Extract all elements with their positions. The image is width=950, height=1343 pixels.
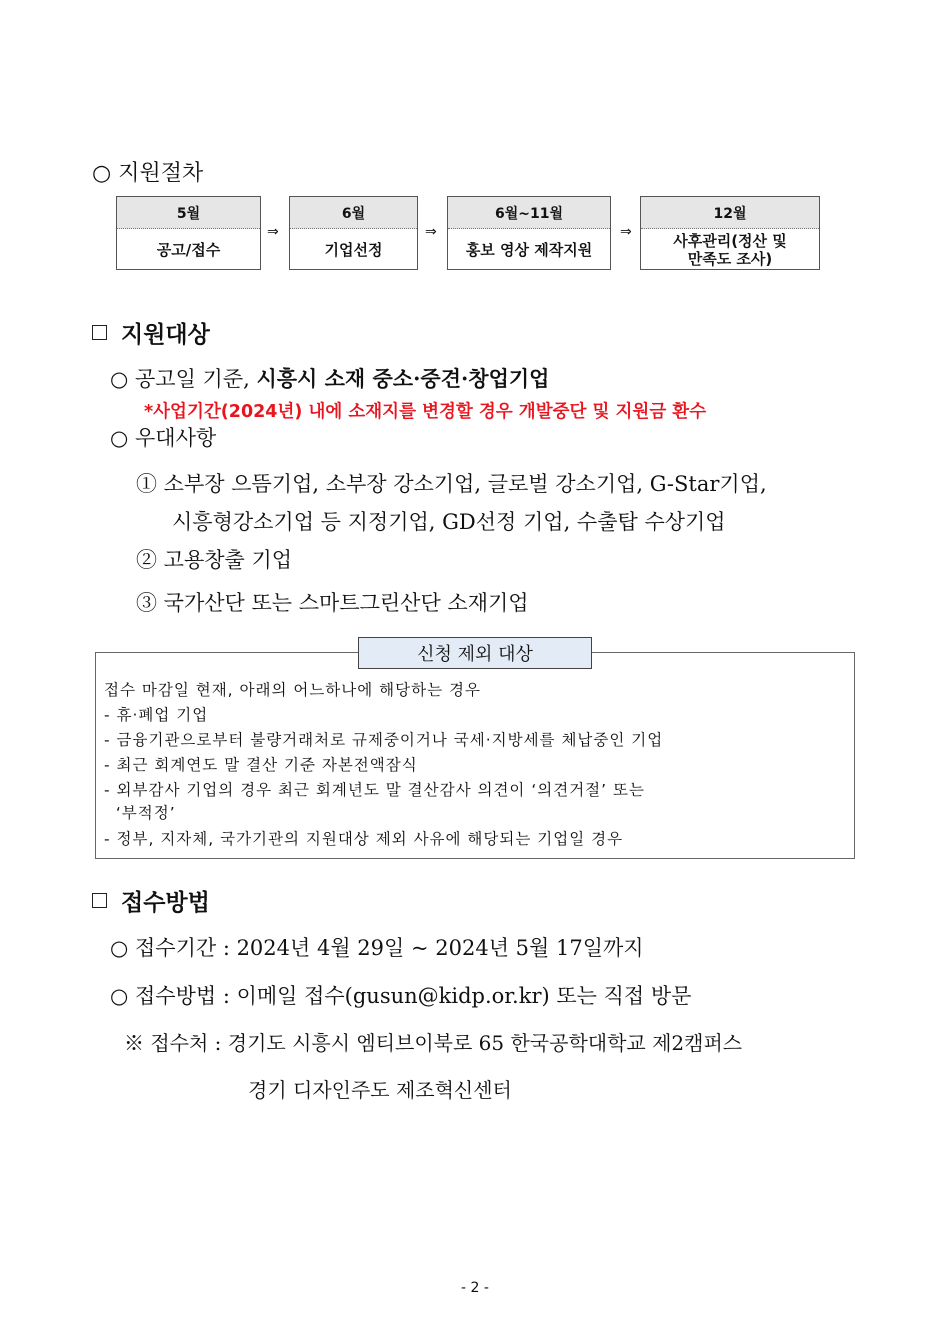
step-label: 홍보 영상 제작지원: [465, 241, 593, 259]
step-month: 12월: [641, 197, 819, 229]
step-label: 공고/접수: [156, 241, 221, 259]
application-place-cont: 경기 디자인주도 제조혁신센터: [248, 1078, 512, 1102]
exclusion-item: - 휴·폐업 기업: [104, 706, 209, 724]
application-place: ※ 접수처 : 경기도 시흥시 엠티브이북로 65 한국공학대학교 제2캠퍼스: [124, 1031, 743, 1055]
application-method: ○ 접수방법 : 이메일 접수(gusun@kidp.or.kr) 또는 직접 방문: [110, 984, 692, 1008]
exclusion-label: 신청 제외 대상: [358, 637, 592, 669]
procedure-heading: ○ 지원절차: [92, 161, 204, 186]
exclusion-item: - 금융기관으로부터 불량거래처로 규제중이거나 국세·지방세를 체납중인 기업: [104, 731, 664, 749]
exclusion-item-cont: ‘부적정’: [104, 804, 176, 822]
section-title: 접수방법: [121, 890, 210, 916]
criteria-bold: 시흥시 소재 중소·중견·창업기업: [256, 366, 550, 391]
step-month: 6월: [290, 197, 417, 229]
section-title: 지원대상: [121, 322, 210, 348]
warning-note: *사업기간(2024년) 내에 소재지를 변경할 경우 개발중단 및 지원금 환수: [144, 402, 707, 422]
exclusion-item: - 정부, 지자체, 국가기관의 지원대상 제외 사유에 해당되는 기업일 경우: [104, 830, 624, 848]
exclusion-item: - 외부감사 기업의 경우 최근 회계년도 말 결산감사 의견이 ‘의견거절’ 또는: [104, 781, 645, 799]
criteria-prefix: ○ 공고일 기준,: [110, 367, 257, 391]
step-followup: [640, 196, 820, 270]
checkbox-square-icon: [92, 325, 107, 340]
checkbox-square-icon: [92, 893, 107, 908]
step-label: 기업선정: [324, 241, 383, 259]
arrow-icon: ⇒: [267, 224, 279, 240]
exclusion-intro: 접수 마감일 현재, 아래의 어느하나에 해당하는 경우: [104, 681, 481, 699]
step-label: [641, 229, 819, 271]
arrow-icon: ⇒: [425, 224, 437, 240]
preference-heading: ○ 우대사항: [110, 426, 217, 450]
step-label-line1: 사후관리(정산 및: [673, 232, 787, 250]
step-production: [447, 196, 611, 270]
step-month: 6월~11월: [448, 197, 610, 229]
preference-item-3: ③ 국가산단 또는 스마트그린산단 소재기업: [136, 591, 529, 615]
arrow-icon: ⇒: [620, 224, 632, 240]
page-number: - 2 -: [461, 1280, 489, 1296]
step-announcement: [116, 196, 261, 270]
application-period: ○ 접수기간 : 2024년 4월 29일 ~ 2024년 5월 17일까지: [110, 936, 644, 960]
section-application: [92, 884, 210, 917]
preference-item-2: ② 고용창출 기업: [136, 548, 293, 572]
step-label-line2: 만족도 조사): [687, 250, 773, 268]
step-selection: [289, 196, 418, 270]
step-month: 5월: [117, 197, 260, 229]
preference-item-1: ① 소부장 으뜸기업, 소부장 강소기업, 글로벌 강소기업, G-Star기업,: [136, 472, 767, 496]
preference-item-1-cont: 시흥형강소기업 등 지정기업, GD선정 기업, 수출탑 수상기업: [172, 510, 726, 534]
section-target: [92, 316, 210, 349]
exclusion-item: - 최근 회계연도 말 결산 기준 자본전액잠식: [104, 756, 418, 774]
target-criteria: [110, 363, 549, 393]
